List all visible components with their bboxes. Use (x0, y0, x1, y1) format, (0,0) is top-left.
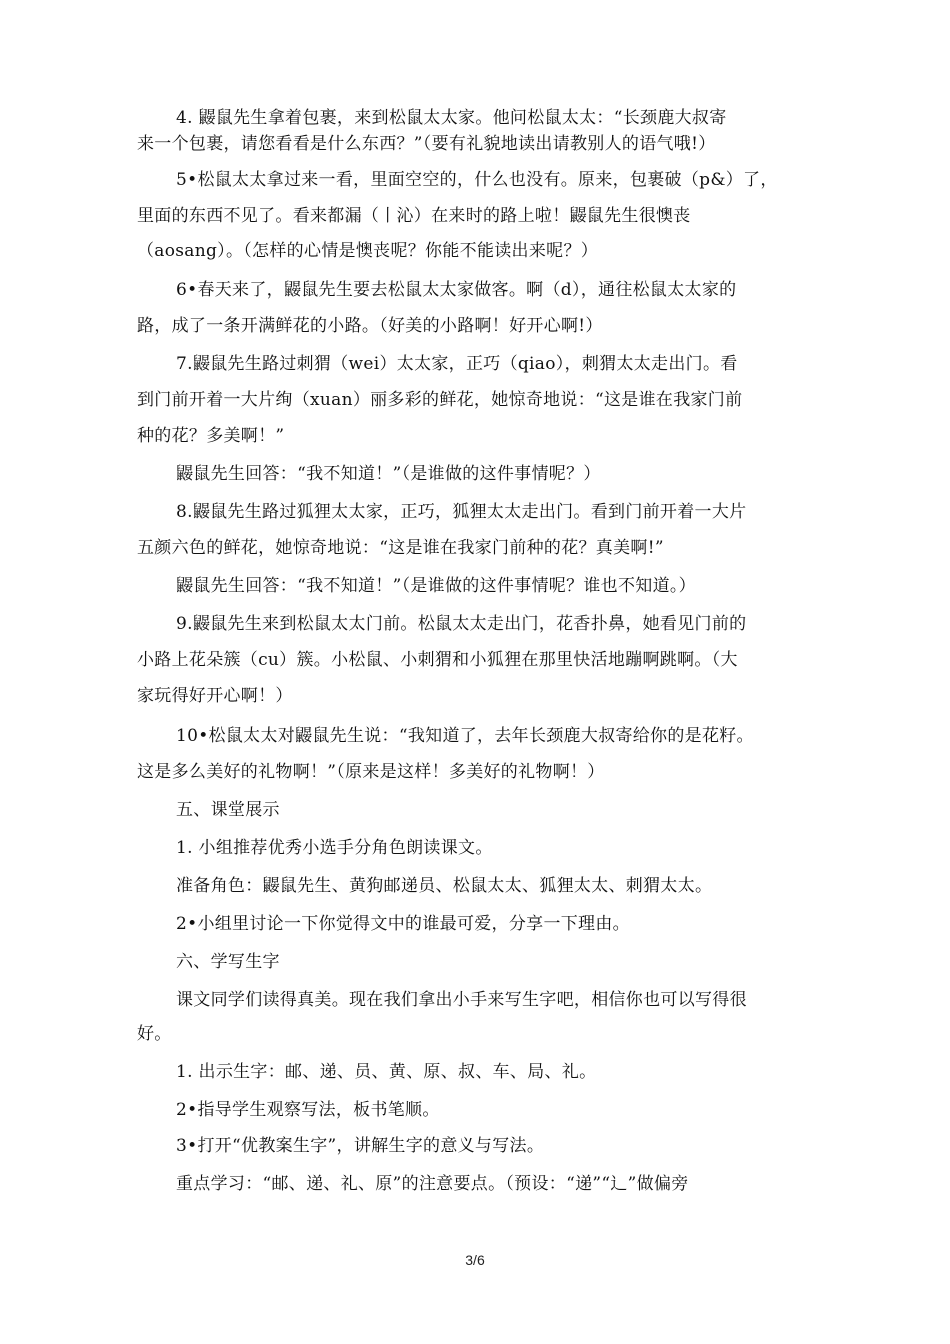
text-line: 小路上花朵簇（cu）簇。小松鼠、小刺猬和小狐狸在那里快活地蹦啊跳啊。（大 (137, 650, 738, 670)
text-line: 鼹鼠先生回答：“我不知道！”（是谁做的这件事情呢？） (176, 464, 601, 484)
section-heading: 五、课堂展示 (176, 800, 280, 820)
text-line: 3•打开“优教案生字”，讲解生字的意义与写法。 (176, 1136, 545, 1156)
text-line: 8.鼹鼠先生路过狐狸太太家，正巧，狐狸太太走出门。看到门前开着一大片 (176, 502, 747, 522)
text-line: 种的花？多美啊！” (137, 426, 285, 446)
text-line: 到门前开着一大片绚（xuan）丽多彩的鲜花，她惊奇地说：“这是谁在我家门前 (137, 390, 743, 410)
text-line: 五颜六色的鲜花，她惊奇地说：“这是谁在我家门前种的花？真美啊!” (137, 538, 664, 558)
text-line: 这是多么美好的礼物啊！”（原来是这样！多美好的礼物啊！） (137, 762, 605, 782)
text-line: 课文同学们读得真美。现在我们拿出小手来写生字吧，相信你也可以写得很 (176, 990, 747, 1010)
text-line: 2•小组里讨论一下你觉得文中的谁最可爱，分享一下理由。 (176, 914, 630, 934)
text-line: 2•指导学生观察写法，板书笔顺。 (176, 1100, 440, 1120)
text-line: 路，成了一条开满鲜花的小路。（好美的小路啊！好开心啊!） (137, 316, 603, 336)
text-line: 4. 鼹鼠先生拿着包裹，来到松鼠太太家。他问松鼠太太：“长颈鹿大叔寄 (176, 108, 727, 128)
text-line: 好。 (137, 1024, 172, 1044)
text-line: 7.鼹鼠先生路过刺猬（wei）太太家，正巧（qiao），刺猬太太走出门。看 (176, 354, 738, 374)
text-line: 1. 小组推荐优秀小选手分角色朗读课文。 (176, 838, 493, 858)
text-line: 6•春天来了，鼹鼠先生要去松鼠太太家做客。啊（d），通往松鼠太太家的 (176, 280, 737, 300)
text-line: 家玩得好开心啊！） (137, 686, 293, 706)
text-line: 9.鼹鼠先生来到松鼠太太门前。松鼠太太走出门，花香扑鼻，她看见门前的 (176, 614, 747, 634)
text-line: 10•松鼠太太对鼹鼠先生说：“我知道了，去年长颈鹿大叔寄给你的是花籽。 (176, 726, 754, 746)
text-line: 重点学习：“邮、递、礼、原”的注意要点。（预设：“递”“辶”做偏旁 (176, 1174, 689, 1194)
text-line: （aosang）。（怎样的心情是懊丧呢？你能不能读出来呢？） (137, 241, 599, 261)
text-line: 来一个包裹，请您看看是什么东西？”（要有礼貌地读出请教别人的语气哦!） (137, 134, 716, 154)
text-line: 1. 出示生字：邮、递、员、黄、原、叔、车、局、礼。 (176, 1062, 597, 1082)
text-line: 里面的东西不见了。看来都漏（丨沁）在来时的路上啦！鼹鼠先生很懊丧 (137, 206, 691, 226)
text-line: 鼹鼠先生回答：“我不知道！”（是谁做的这件事情呢？谁也不知道。） (176, 576, 696, 596)
section-heading: 六、学写生字 (176, 952, 280, 972)
page-number: 3/6 (465, 1252, 485, 1268)
text-line: 5•松鼠太太拿过来一看，里面空空的，什么也没有。原来，包裹破（p&）了， (176, 170, 778, 190)
text-line: 准备角色：鼹鼠先生、黄狗邮递员、松鼠太太、狐狸太太、刺猬太太。 (176, 876, 713, 896)
